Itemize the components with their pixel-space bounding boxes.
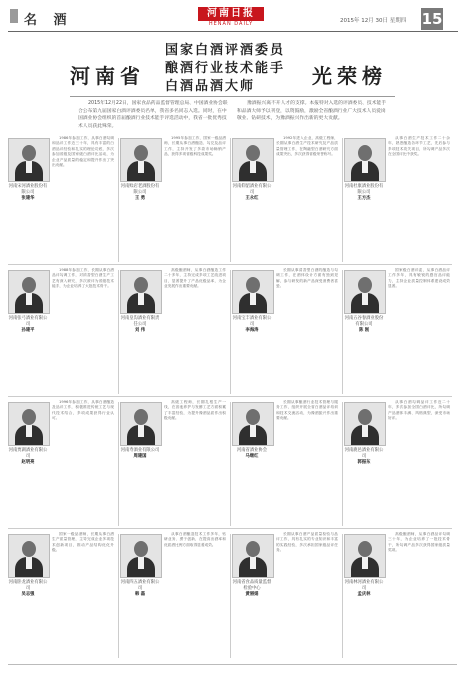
portrait-caption bbox=[344, 184, 384, 203]
header-rule bbox=[8, 31, 458, 32]
column-divider bbox=[230, 402, 231, 526]
section-name: 名 酒 bbox=[24, 13, 73, 28]
portrait-collar bbox=[250, 293, 256, 305]
profile-bio: 长期从事酿酒行业技术管理与服务工作，组织开展全省白酒品评培训和技术交流活动，为豫酒振兴作出重要贡献。 bbox=[276, 400, 338, 421]
portrait-collar bbox=[362, 425, 368, 437]
profile-name: 李海涛 bbox=[245, 328, 259, 334]
profile-bio: 从事白酒生产技术工作二十余年，熟悉酿造各环节工艺，先后参与多项技术攻关项目，所勾调产品多次在全国评比中获奖。 bbox=[388, 136, 450, 157]
column-divider bbox=[118, 270, 119, 394]
portrait-caption bbox=[8, 184, 48, 203]
portrait-head bbox=[22, 409, 36, 425]
profile-organization: 河南四五酒业有限公司 bbox=[120, 580, 160, 592]
profile-organization: 河南宋河酒业股份有限公司 bbox=[8, 184, 48, 196]
portrait-photo bbox=[8, 534, 50, 578]
profile-name: 黄丽娟 bbox=[245, 592, 259, 598]
profile-card bbox=[120, 400, 228, 535]
portrait-head bbox=[358, 277, 372, 293]
profile-organization: 河南省食品质量监督检验中心 bbox=[232, 580, 272, 592]
portrait-collar bbox=[138, 293, 144, 305]
footer-rule bbox=[8, 664, 457, 665]
profile-name: 刘 伟 bbox=[134, 328, 146, 334]
profile-bio: 长期从事清香型白酒的酿造与勾调工作，在酒体设计方面有独到见解，参与研发的新产品深受消费者喜爱。 bbox=[276, 268, 338, 289]
column-divider bbox=[118, 138, 119, 262]
profile-card bbox=[8, 268, 116, 403]
profile-bio: 1992年进入企业，高级工程师，长期从事白酒生产技术研究及产品质量管理工作，在陶融型白酒研究方面成果突出，多次获得省级荣誉称号。 bbox=[276, 136, 338, 157]
profile-card bbox=[232, 532, 340, 667]
profile-card bbox=[8, 400, 116, 535]
profile-name: 陈 刚 bbox=[358, 328, 370, 334]
portrait-collar bbox=[26, 293, 32, 305]
newspaper-logo: 河南日报 bbox=[198, 7, 264, 21]
profile-bio: 从事白酒勾调品评工作近二十年，多次参加全国白酒评比，所勾调产品酒体丰满、风格典型，深受市场好评。 bbox=[388, 400, 450, 421]
profile-name: 赵明亮 bbox=[21, 460, 35, 466]
portrait-photo bbox=[344, 402, 386, 446]
page-number: 15 bbox=[421, 10, 443, 28]
portrait-caption bbox=[120, 580, 160, 599]
portrait-head bbox=[246, 145, 260, 161]
column-divider bbox=[342, 138, 343, 262]
portrait-photo bbox=[120, 138, 162, 182]
portrait-head bbox=[246, 541, 260, 557]
profile-organization: 河南五谷春酒业股份有限公司 bbox=[344, 316, 384, 328]
portrait-collar bbox=[26, 425, 32, 437]
intro-column-left bbox=[78, 100, 228, 130]
headline-line: 白酒品酒大师 bbox=[165, 79, 256, 94]
portrait-collar bbox=[362, 293, 368, 305]
row-divider bbox=[8, 528, 452, 529]
profile-bio: 1996年参加工作，从事白酒酿造及品评工作，积极推进传统工艺与现代技术结合，多项成果获得行业认可。 bbox=[52, 400, 114, 421]
portrait-head bbox=[22, 277, 36, 293]
intro-text: 豫酒振兴离不开人才的支撑。本报特对入选的评酒委员、技术能手和品酒大师予以刊登，以资鼓励，激励全省酿酒行业广大技术人员爱岗敬业、钻研技术，为豫酒振兴作出新的更大贡献。 bbox=[237, 101, 387, 121]
profile-organization: 河南皇沟酒业有限责任公司 bbox=[120, 316, 160, 328]
portrait-caption bbox=[232, 580, 272, 599]
portrait-photo bbox=[8, 270, 50, 314]
portrait-collar bbox=[138, 557, 144, 569]
headline-line: 酿酒行业技术能手 bbox=[165, 61, 286, 76]
profile-name: 王 勇 bbox=[134, 196, 146, 202]
portrait-caption bbox=[344, 316, 384, 335]
portrait-collar bbox=[138, 161, 144, 173]
intro-text: 2015年12月22日，国家食品药品监督管理总局、中国酒业协会联合公布第九届国家白酒评酒委员名单，我省多名同志入选。同时，在中国酒业协会组织的首届酿酒行业技术能手评选活动中，我省一批优秀技术人员获此殊荣。 bbox=[78, 101, 228, 129]
profile-organization: 河南林河酒业有限公司 bbox=[344, 580, 384, 592]
portrait-photo bbox=[344, 270, 386, 314]
profile-bio: 1986年参加工作，从事白酒勾调和品评工作近三十年，具有丰富的白酒品评经验和扎实的理论功底，多次参加省级及国家级白酒评比活动，为企业产品质量的稳定和提升作出了突出贡献。 bbox=[52, 136, 114, 168]
portrait-collar bbox=[138, 425, 144, 437]
portrait-collar bbox=[362, 161, 368, 173]
portrait-head bbox=[22, 541, 36, 557]
profile-bio: 从事白酒酿造技术工作多年，钻研业务、勇于创新，在提高出酒率和优质酒比例方面取得显著成效。 bbox=[164, 532, 226, 547]
profile-card bbox=[120, 268, 228, 403]
portrait-caption bbox=[232, 316, 272, 335]
portrait-collar bbox=[26, 557, 32, 569]
portrait-caption bbox=[232, 184, 272, 203]
portrait-collar bbox=[250, 557, 256, 569]
profile-card bbox=[120, 136, 228, 271]
profile-card bbox=[344, 268, 452, 403]
profile-card bbox=[232, 268, 340, 403]
portrait-collar bbox=[362, 557, 368, 569]
profile-card bbox=[120, 532, 228, 667]
portrait-photo bbox=[232, 534, 274, 578]
profile-bio: 高级酿酒师，从事白酒品评勾调三十年，为企业培养了一批技术骨干，所勾调产品多次获得国家级质量奖项。 bbox=[388, 532, 450, 553]
profile-organization: 河南仰韶酒业有限公司 bbox=[232, 184, 272, 196]
profile-name: 王永红 bbox=[245, 196, 259, 202]
profile-bio: 1995年参加工作，国家一级品酒师，长期从事白酒酿造、勾兑及品评工作，主持开发了多款市场畅销产品，获得多项省级科技成果奖。 bbox=[164, 136, 226, 157]
column-divider bbox=[118, 402, 119, 526]
profile-organization: 河南卧龙酒业有限公司 bbox=[8, 580, 48, 592]
profile-name: 张建华 bbox=[21, 196, 35, 202]
column-divider bbox=[342, 534, 343, 658]
headline-right: 光荣榜 bbox=[312, 64, 387, 88]
portrait-caption bbox=[120, 184, 160, 203]
portrait-caption bbox=[344, 448, 384, 467]
headline-line: 国家白酒评酒委员 bbox=[165, 43, 286, 58]
profile-organization: 河南赊店老酒股份有限公司 bbox=[120, 184, 160, 196]
row-divider bbox=[8, 396, 452, 397]
portrait-photo bbox=[120, 402, 162, 446]
title-rule bbox=[70, 96, 395, 97]
column-divider bbox=[230, 534, 231, 658]
profile-bio: 长期从事白酒产品质量检验与品评工作，具有扎实的专业知识和丰富的实践经验，多次承担国家级品评任务。 bbox=[276, 532, 338, 553]
profile-bio: 高级酿酒师，从事白酒酿造工作二十多年，主持完成多项工艺改进项目，显著提升了产品优级品率，为企业发展作出重要贡献。 bbox=[164, 268, 226, 289]
profile-organization: 河南鹿邑酒业有限公司 bbox=[344, 448, 384, 460]
profile-bio: 1988年参加工作，长期从事白酒品评勾调工作，对浓香型白酒生产工艺有深入研究，多次被评为省级技术能手，为企业培养了大批技术骨干。 bbox=[52, 268, 114, 289]
profile-name: 马继红 bbox=[245, 454, 259, 460]
masthead bbox=[0, 0, 465, 34]
portrait-head bbox=[134, 541, 148, 557]
profile-card bbox=[8, 532, 116, 667]
portrait-photo bbox=[232, 402, 274, 446]
profile-bio: 国家级白酒评委，从事白酒品评工作多年，具有敏锐的感官品评能力，主持企业质量控制体系建设成效显著。 bbox=[388, 268, 450, 289]
profile-card bbox=[8, 136, 116, 271]
portrait-head bbox=[358, 145, 372, 161]
column-divider bbox=[230, 138, 231, 262]
portrait-photo bbox=[8, 402, 50, 446]
portrait-photo bbox=[232, 270, 274, 314]
portrait-caption bbox=[8, 316, 48, 335]
portrait-head bbox=[358, 541, 372, 557]
profile-card bbox=[344, 136, 452, 271]
profile-card bbox=[232, 400, 340, 535]
portrait-photo bbox=[8, 138, 50, 182]
portrait-caption bbox=[8, 580, 48, 599]
portrait-head bbox=[22, 145, 36, 161]
profile-card bbox=[232, 136, 340, 271]
portrait-head bbox=[134, 277, 148, 293]
profile-name: 孟庆林 bbox=[357, 592, 371, 598]
headline-middle bbox=[165, 42, 305, 96]
profile-name: 周建国 bbox=[133, 454, 147, 460]
profile-bio: 高级工程师，长期扎根生产一线，在窖池养护与发酵工艺方面积累了丰富经验，为提升豫酒品质作出积极贡献。 bbox=[164, 400, 226, 421]
portrait-head bbox=[246, 277, 260, 293]
portrait-caption bbox=[8, 448, 48, 467]
column-divider bbox=[342, 270, 343, 394]
portrait-head bbox=[358, 409, 372, 425]
profile-card bbox=[344, 532, 452, 667]
portrait-photo bbox=[344, 138, 386, 182]
profile-organization: 河南寿酒业有限公司 bbox=[120, 448, 160, 453]
portrait-caption bbox=[120, 316, 160, 335]
portrait-photo bbox=[344, 534, 386, 578]
profile-name: 孙建平 bbox=[21, 328, 35, 334]
headline-left: 河南省 bbox=[70, 64, 145, 88]
portrait-collar bbox=[250, 425, 256, 437]
profile-bio: 国家一级品酒师，长期从事白酒生产质量管理，主导完成企业多项技术创新项目，推动产品结构优化升级。 bbox=[52, 532, 114, 553]
column-divider bbox=[230, 270, 231, 394]
profile-name: 吴志强 bbox=[21, 592, 35, 598]
portrait-head bbox=[246, 409, 260, 425]
profile-organization: 河南宝丰酒业有限公司 bbox=[232, 316, 272, 328]
portrait-collar bbox=[250, 161, 256, 173]
profile-name: 郭振东 bbox=[357, 460, 371, 466]
column-divider bbox=[342, 402, 343, 526]
portrait-head bbox=[134, 145, 148, 161]
profile-organization: 河南省酒业协会 bbox=[236, 448, 268, 453]
profile-card bbox=[344, 400, 452, 535]
portrait-head bbox=[134, 409, 148, 425]
portrait-collar bbox=[26, 161, 32, 173]
portrait-photo bbox=[232, 138, 274, 182]
profile-organization: 河南杜康酒业股份有限公司 bbox=[344, 184, 384, 196]
profile-name: 王方杰 bbox=[357, 196, 371, 202]
publication-date: 2015年 12月 30日 星期四 bbox=[340, 18, 407, 24]
profile-name: 韩 磊 bbox=[134, 592, 146, 598]
column-divider bbox=[118, 534, 119, 658]
portrait-caption bbox=[344, 580, 384, 599]
portrait-photo bbox=[120, 270, 162, 314]
section-marker bbox=[10, 9, 18, 23]
row-divider bbox=[8, 264, 452, 265]
profile-organization: 河南贾湖酒业有限公司 bbox=[8, 448, 48, 460]
portrait-caption bbox=[232, 448, 272, 460]
portrait-photo bbox=[120, 534, 162, 578]
intro-column-right bbox=[237, 100, 387, 123]
profile-organization: 河南张弓酒业有限公司 bbox=[8, 316, 48, 328]
newspaper-english-name: HENAN DAILY bbox=[208, 21, 254, 27]
portrait-caption bbox=[120, 448, 160, 460]
